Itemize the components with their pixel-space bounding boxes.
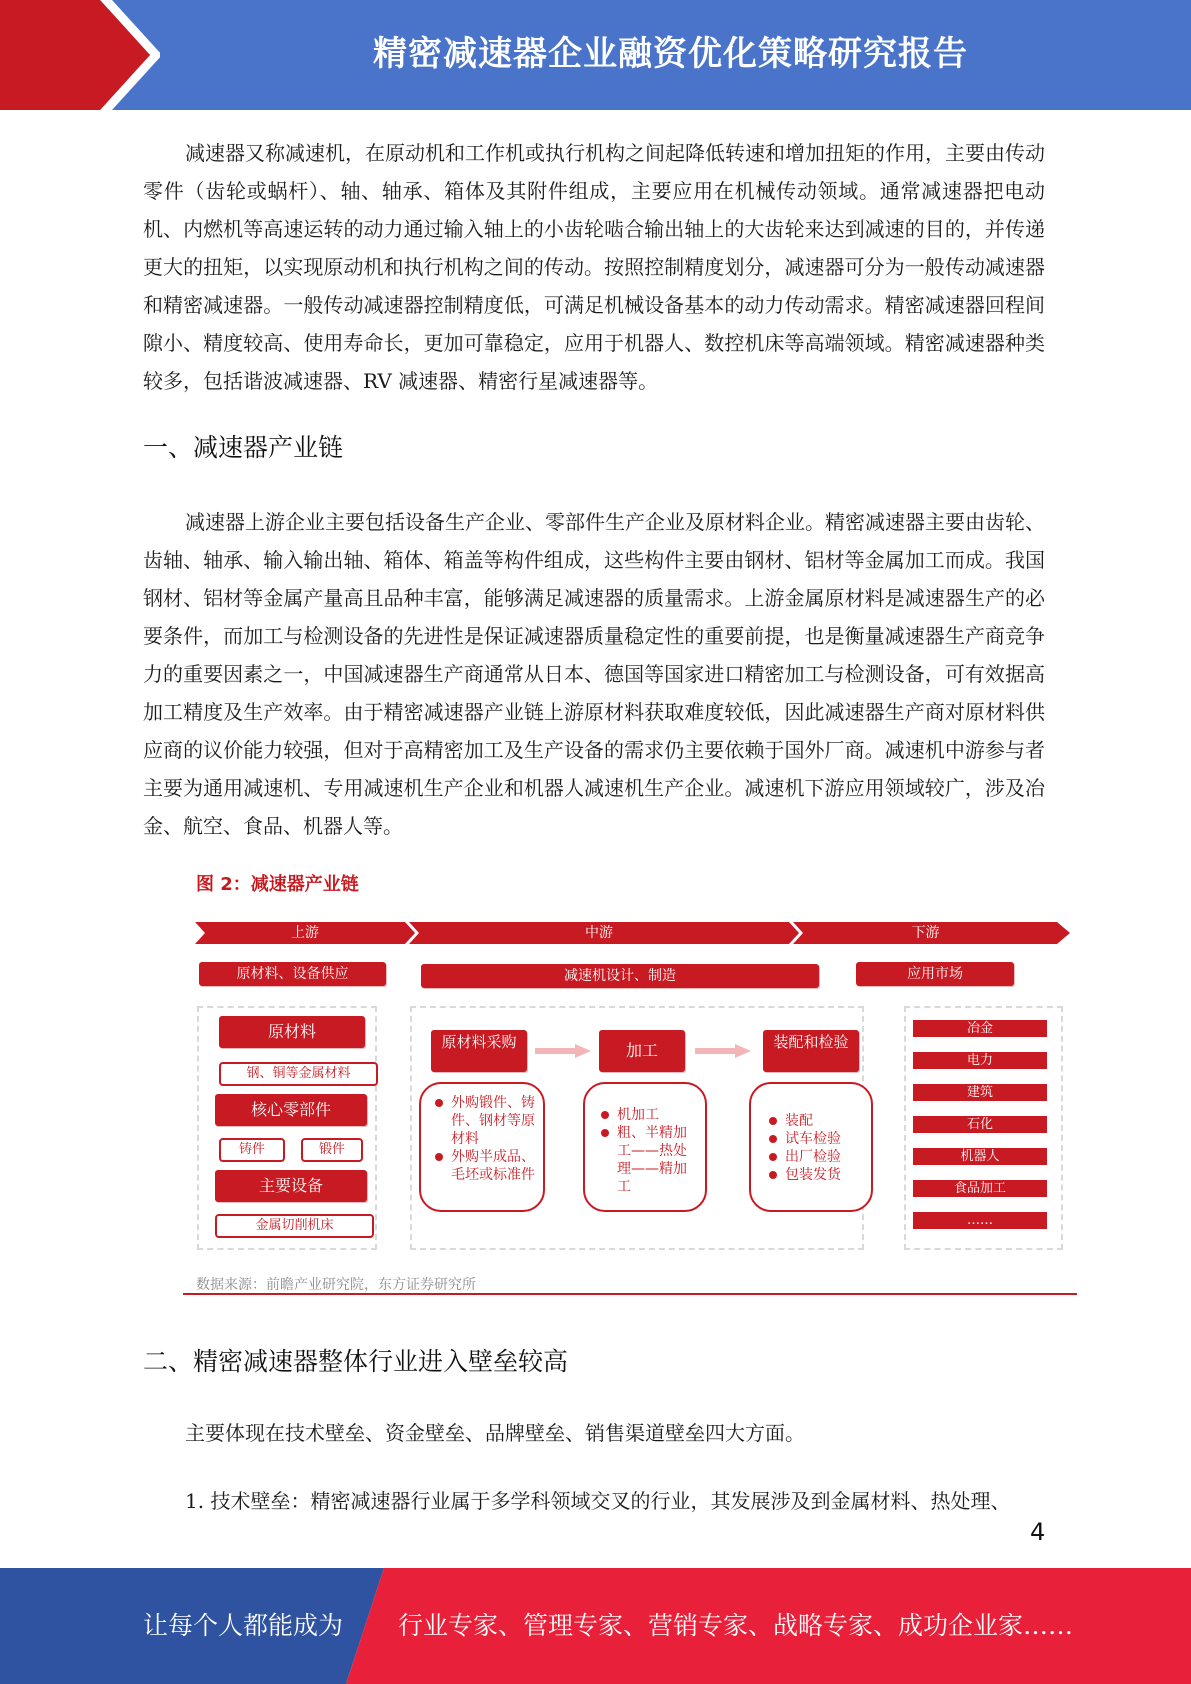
list-item: 出厂检验 <box>767 1148 863 1166</box>
stage-downstream: 下游 <box>911 925 940 941</box>
header-title: 精密减速器企业融资优化策略研究报告 <box>373 34 968 74</box>
processing-list <box>583 1082 707 1212</box>
application-item: 机器人 <box>913 1148 1047 1165</box>
section-heading-1: 一、减速器产业链 <box>143 433 344 462</box>
header-midstream: 减速机设计、制造 <box>421 964 819 988</box>
stage-midstream: 中游 <box>585 925 613 941</box>
arrow-right-icon <box>695 1044 751 1058</box>
step-assembly: 装配和检验 <box>763 1030 859 1072</box>
forging-box: 锻件 <box>301 1138 363 1162</box>
list-item: 试车检验 <box>767 1130 863 1148</box>
raw-material-detail: 钢、铜等金属材料 <box>219 1062 378 1086</box>
header-downstream: 应用市场 <box>856 962 1014 986</box>
page-header <box>0 0 1191 110</box>
equipment-detail: 金属切削机床 <box>215 1214 374 1238</box>
header-chevron-icon <box>0 0 160 110</box>
footer-slogan-left: 让每个人都能成为 <box>143 1611 344 1640</box>
figure-title: 图 2：减速器产业链 <box>196 874 359 895</box>
raw-material-box: 原材料 <box>219 1016 365 1048</box>
application-item: …… <box>913 1212 1047 1229</box>
step-procurement: 原材料采购 <box>431 1030 527 1072</box>
section-heading-2: 二、精密减速器整体行业进入壁垒较高 <box>143 1347 569 1376</box>
list-item: 包装发货 <box>767 1166 863 1184</box>
page-number: 4 <box>1030 1518 1046 1546</box>
page-footer <box>0 1568 1191 1684</box>
list-item: 机加工 <box>599 1106 697 1124</box>
core-parts-box: 核心零部件 <box>215 1094 367 1126</box>
section2-paragraph: 主要体现在技术壁垒、资金壁垒、品牌壁垒、销售渠道壁垒四大方面。 <box>185 1421 805 1445</box>
application-item: 石化 <box>913 1116 1047 1133</box>
section1-paragraph: 减速器上游企业主要包括设备生产企业、零部件生产企业及原材料企业。精密减速器主要由齿轮、齿轴、轴承、输入输出轴、箱体、箱盖等构件组成，这些构件主要由钢材、铝材等金属加工而成。我国钢材、铝材等金属产量高且品种丰富，能够满足减速器的质量需求。上游金属原材料是减速器生产的必要条件，而加工与检测设备的先进性是保证减速器质量稳定性的重要前提，也是衡量减速器生产商竞争力的重要因素之一，中国减速器生产商通常从日本、德国等国家进口精密加工与检测设备，可有效据高加工精度及生产效率。由于精密减速器产业链上游原材料获取难度较低，因此减速器生产商对原材料供应商的议价能力较强，但对于高精密加工及生产设备的需求仍主要依赖于国外厂商。减速机中游参与者主要为通用减速机、专用减速机生产企业和机器人减速机生产企业。减速机下游应用领域较广，涉及冶金、航空、食品、机器人等。 <box>143 510 1045 838</box>
industry-chain-figure <box>183 866 1077 1296</box>
stage-upstream: 上游 <box>291 925 319 941</box>
application-item: 建筑 <box>913 1084 1047 1101</box>
application-item: 电力 <box>913 1052 1047 1069</box>
header-upstream: 原材料、设备供应 <box>199 962 386 986</box>
assembly-list <box>749 1082 873 1212</box>
application-item: 食品加工 <box>913 1180 1047 1197</box>
casting-box: 铸件 <box>219 1138 285 1162</box>
intro-paragraph: 减速器又称减速机，在原动机和工作机或执行机构之间起降低转速和增加扭矩的作用，主要由传动零件（齿轮或蜗杆）、轴、轴承、箱体及其附件组成，主要应用在机械传动领域。通常减速器把电动机、内燃机等高速运转的动力通过输入轴上的小齿轮啮合输出轴上的大齿轮来达到减速的目的，并传递更大的扭矩，以实现原动机和执行机构之间的传动。按照控制精度划分，减速器可分为一般传动减速器和精密减速器。一般传动减速器控制精度低，可满足机械设备基本的动力传动需求。精密减速器回程间隙小、精度较高、使用寿命长，更加可靠稳定，应用于机器人、数控机床等高端领域。精密减速器种类较多，包括谐波减速器、RV 减速器、精密行星减速器等。 <box>143 141 1045 393</box>
list-item: 粗、半精加工——热处理——精加工 <box>599 1124 697 1196</box>
list-item: 装配 <box>767 1112 863 1130</box>
application-item: 冶金 <box>913 1020 1047 1037</box>
section2-item-1: 1. 技术壁垒：精密减速器行业属于多学科领域交叉的行业，其发展涉及到金属材料、热处理、 <box>185 1489 1011 1513</box>
list-item: 外购半成品、毛坯或标准件 <box>433 1148 535 1184</box>
procurement-list <box>419 1082 545 1212</box>
figure-divider <box>183 1293 1077 1295</box>
arrow-right-icon <box>535 1044 591 1058</box>
footer-slogan-right: 行业专家、管理专家、营销专家、战略专家、成功企业家…… <box>398 1611 1074 1640</box>
list-item: 外购锻件、铸件、钢材等原材料 <box>433 1094 535 1148</box>
step-processing: 加工 <box>599 1030 685 1072</box>
equipment-box: 主要设备 <box>215 1170 367 1202</box>
figure-source: 数据来源：前瞻产业研究院，东方证券研究所 <box>196 1277 476 1293</box>
